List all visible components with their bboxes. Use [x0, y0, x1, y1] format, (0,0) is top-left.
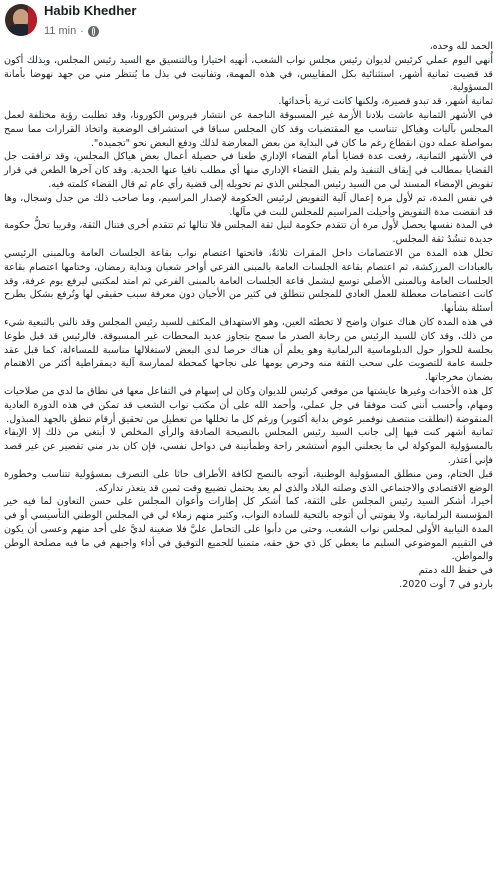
post-paragraph: كل هذه الأحداث وغيرها عايشتها من موقعي كرئيس للديوان وكان لي إسهام في التفاعل معها في نطاق ما لدي من صلاحيات ومهام، وأحسب أنني كنت موفقا في جل عملي، وأحمد الله على أن مكتب نواب الشعب قد تمكن في هذه الدورة العادية المنقوضة (انطلقت منتصف نوفمبر عوض بداية أكتوبر) ورغم كل ما تخللها من تعطيل من تحقيق أرقام تنطق بالجهد المبذول.: [4, 385, 493, 425]
post-paragraph: في الأشهر الثمانية، رفعت عدة قضايا أمام القضاء الإداري طعنا في حصيلة أعمال بعض هياكل المجلس، وقد ترافقت جل القضايا بمطالب في إيقاف التنفيذ ولم يقبل القضاء الإداري منها أي مطلب نافيا عنها الجدية. وقد كان آخرها الطعن في قرار تفويض الإمضاء المسند لي من السيد رئيس المجلس الذي تم تحويله إلى قضية رأي عام ثم قال القضاء كلمته فيه.: [4, 151, 493, 190]
post-paragraph: في حفظ الله دمتم: [418, 565, 493, 577]
post-paragraph: الحمد لله وحده،: [429, 41, 493, 52]
post-paragraph: ثمانية أشهر كنت فيها إلى جانب السيد رئيس المجلس بالنصيحة الصادقة والرأي المخلص لا أبتغي من ذلك إلا الإيفاء بالمسؤولية الموكولة لي ما يجعلني اليوم أستشعر راحة وطمأنينة في دواخل نفسي، فإن كان بدر مني تقصير عن غير قصد فإني أعتذر.: [4, 427, 493, 466]
post-paragraph: في الأشهر الثمانية عاشت بلادنا الأزمة غير المسبوقة الناجمة عن انتشار فيروس الكورونا، وقد تطلبت رؤية مختلفة لعمل المجلس بآليات وهياكل تتناسب مع المقتضيات وقد كان المجلس سباقا في استشراف الوضعية واتخاذ القرارات مما سمح بمواصلة عمله دون انقطاع رغم ما كان في البداية من بعض المعارضة لذلك ودفع البعض نحو "تجميده".: [4, 109, 493, 149]
post-meta: [44, 25, 99, 37]
post-header: [0, 0, 497, 44]
post-paragraph: قبل الختام، ومن منطلق المسؤولية الوطنية، أتوجه بالنصح لكافة الأطراف حاثا على التصرف بمسؤولية تتناسب وخطورة الوضع الاقتصادي والاجتماعي الذي وصلته البلاد والذي لم يعد يحتمل تضييع وقت ثمين قد يتعذر تداركه.: [4, 468, 493, 494]
post-paragraph: في هذه المدة كان هناك عنوان واضح لا تخطئه العين، وهو الاستهداف المكثف للسيد رئيس المجلس وقد نالني بالتبعية شيء من ذلك، وقد كان للسيد الرئيس من رحابة الصدر ما سمح بتجاوز عديد المحطات غير المسبوقة. فالرئيس قد قبل طوعا بجلسة للحوار حول الدبلوماسية البرلمانية وهو يعلم أن هناك حرصا لدى البعض لاستغلالها مناسبة للمساءلة، كما قبل عقد جلسة عامة للتصويت على سحب الثقة منه وحرص يومها على نجاحها كمحطة لممارسة آلية ديمقراطية أكثر من الاهتمام بضمان مخرجاتها.: [4, 316, 493, 384]
post-body: [4, 40, 493, 592]
post-time[interactable]: 11 min: [44, 25, 77, 37]
post-paragraph: أُنهي اليوم عملي كرئيس لديوان رئيس مجلس نواب الشعب، أنهيه اختيارا وبالتنسيق مع السيد رئيس المجلس، وبذلك أكون قد قضيت ثمانية أشهر، استثنائية بكل المقاييس، في هذه المهمة، وتفانيت في بذل ما يُنتظر مني من جهد نهوضا بأمانة المسؤولية.: [4, 54, 493, 94]
author-name[interactable]: Habib Khedher: [44, 3, 137, 18]
post-paragraph: تخلل هذه المدة من الاعتصامات داخل المقرات ثلاثةٌ، فاتحتها اعتصام نواب بقاعة الجلسات العامة وبالمبنى الرئيسي بالعبادات المرزكشة، ثم اعتصام بقاعة الجلسات العامة بالمبنى الفرعي أواخر شعبان وبداية رمضان، وختامها اعتصام بقاعة الجلسات العامة وبالمبنى الأصلي توسع ليشمل قاعة الجلسات العامة بالمبنى الفرعي ثم امتد لمكتبي ليرفع يوم عرفة، وقد كانت اعتصامات معطلة للعمل العادي للمجلس تنطلق في كثير من الأحيان دون معرفة سبب حقيقي لها وتُرفع بشكل يطرح أسئلة بشأنها.: [4, 247, 493, 315]
separator-dot: ·: [80, 25, 84, 37]
globe-icon[interactable]: [88, 26, 99, 37]
post-paragraph: ثمانية أشهر، قد تبدو قصيرة، ولكنها كانت ثرية بأحداثها.: [278, 96, 493, 108]
author-avatar[interactable]: [5, 4, 37, 36]
post-paragraph: باردو في 7 أوت 2020.: [399, 579, 493, 591]
post-paragraph: أخيرا، أشكر السيد رئيس المجلس على الثقة، كما أشكر كل إطارات وأعوان المجلس على حسن التعاون لما فيه خير المؤسسة البرلمانية، ولا يفوتني أن أتوجه بالتحية للسادة النواب، وكثير منهم زملاء لي في المجلس الوطني التأسيسي أو في المدة النيابية الأولى لمجلس نواب الشعب، وحتى من دأبوا على التحامل عليَّ فلا ضغينة لديَّ على أحد منهم وعسى أن يكون في التقييم الموضوعي السليم ما يعطي كل ذي حق حقه، متمنيا للجميع التوفيق في أداء واجبهم في ما فيه مصلحة الوطن والمواطن.: [4, 496, 493, 563]
post-paragraph: في نفس المدة، تم لأول مرة إعمال آلية التفويض لرئيس الحكومة لإصدار المراسيم، وما صاحب ذلك من جدل وسجال، وها قد انقضت مدة التفويض وأحيلت المراسيم للمجلس للبت في مآلها.: [4, 192, 493, 218]
post-paragraph: في المدة نفسها يحصل لأول مرة أن تتقدم حكومة لنيل ثقة المجلس فلا تنالها ثم تتقدم أخرى فتنال الثقة، وقريبا تحلُّ حكومة جديدة تنشُدُ ثقة المجلس.: [4, 220, 493, 246]
